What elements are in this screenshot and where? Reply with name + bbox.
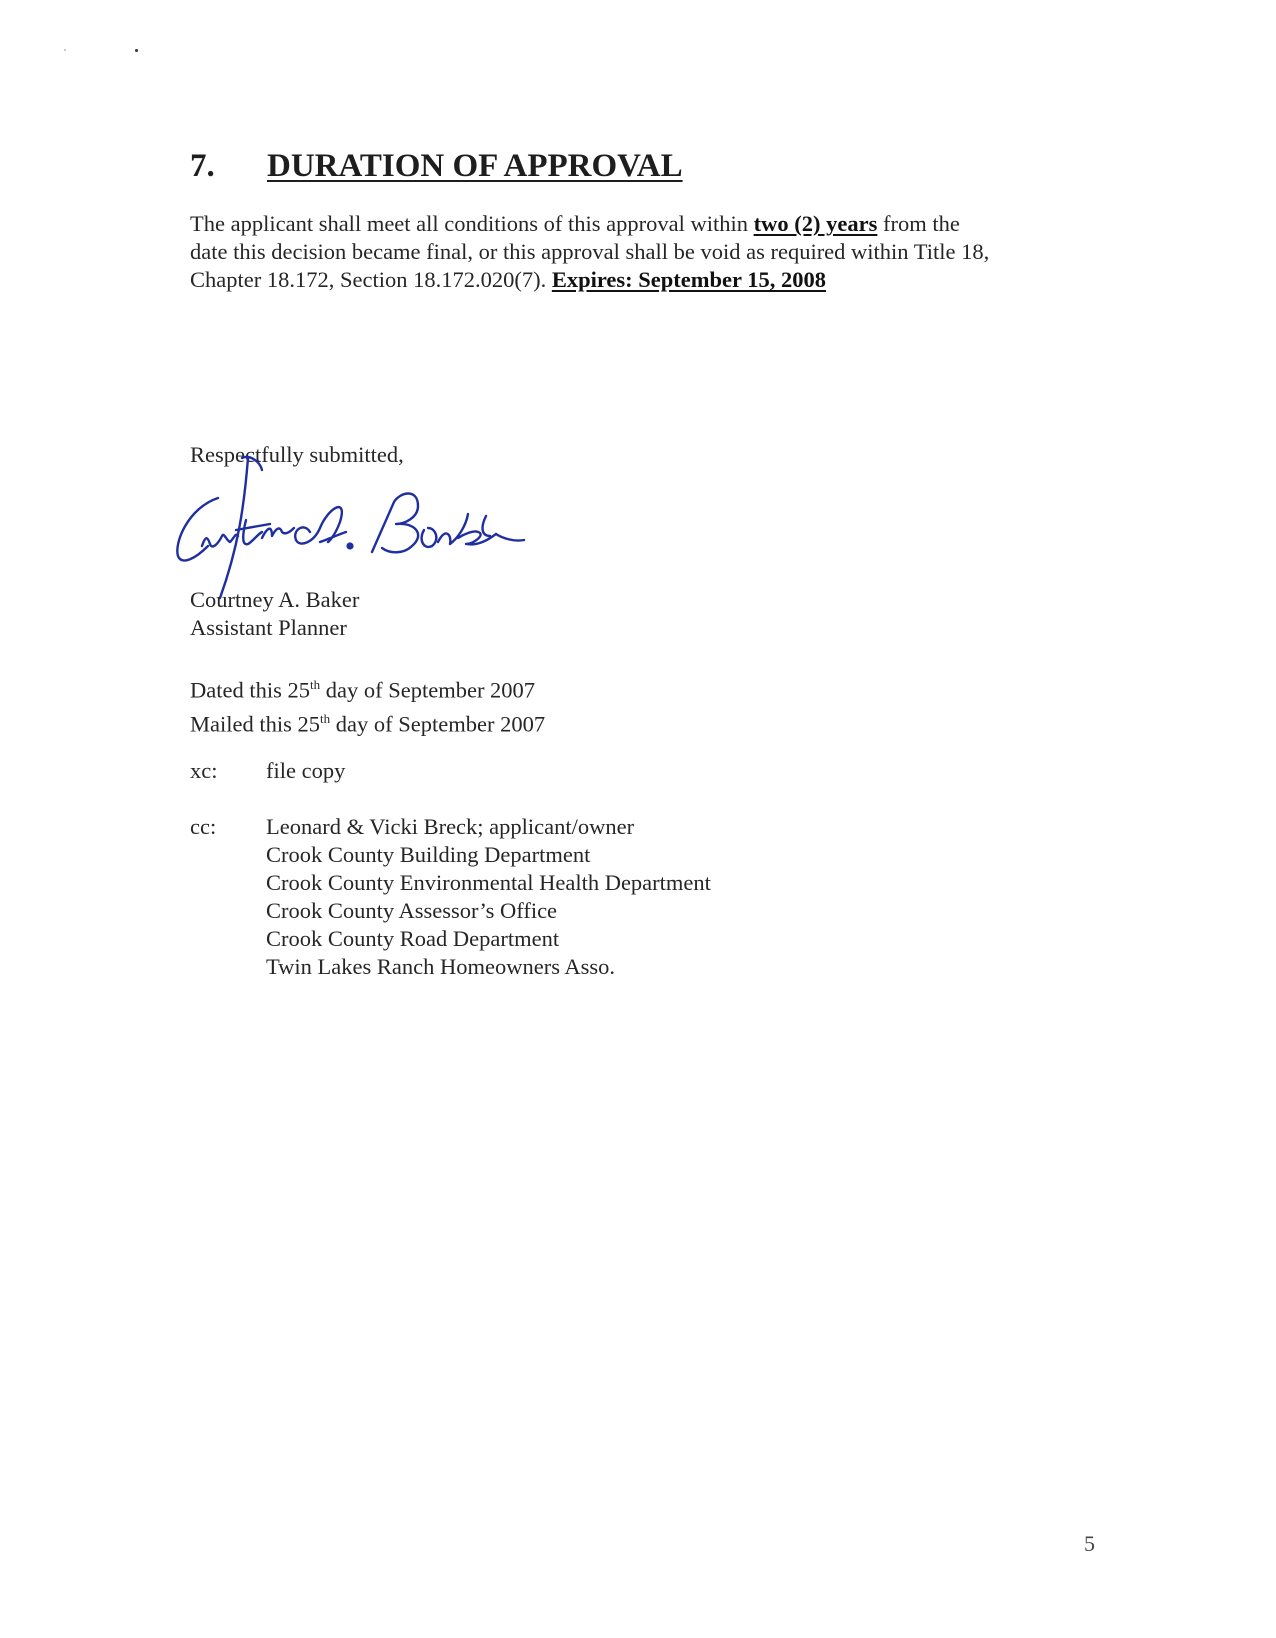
- cc-item: Crook County Environmental Health Department: [266, 870, 711, 895]
- ordinal-suffix: th: [320, 710, 331, 726]
- paragraph-line: [190, 266, 1110, 294]
- signer-title: Assistant Planner: [190, 615, 347, 640]
- approval-paragraph: [190, 210, 1110, 294]
- dated-line: [190, 671, 545, 705]
- paragraph-text: The applicant shall meet all conditions of this approval within: [190, 211, 754, 236]
- paragraph-text: from the: [877, 211, 960, 236]
- cc-list: [266, 813, 711, 981]
- expiration-date: Expires: September 15, 2008: [551, 267, 826, 292]
- mailed-line: [190, 705, 545, 739]
- section-heading: [190, 148, 683, 185]
- paragraph-line: date this decision became final, or this approval shall be void as required within Title 18,: [190, 239, 990, 264]
- cc-label: cc:: [190, 814, 217, 839]
- date-text: day of September 2007: [330, 711, 546, 736]
- paragraph-text: Chapter 18.172, Section 18.172.020(7).: [190, 267, 552, 292]
- cc-item: Leonard & Vicki Breck; applicant/owner: [266, 814, 635, 839]
- dates-block: [190, 671, 545, 738]
- scan-speck: [64, 49, 66, 51]
- cc-item: Crook County Road Department: [266, 926, 560, 951]
- ordinal-suffix: th: [309, 677, 321, 692]
- paragraph-line: [190, 210, 1110, 238]
- signer-name: Courtney A. Baker: [190, 587, 360, 612]
- signer-block: [190, 586, 359, 642]
- handwritten-signature: [168, 448, 528, 608]
- cc-item: Crook County Assessor’s Office: [266, 898, 558, 923]
- closing-salutation: Respectfully submitted,: [190, 442, 404, 467]
- section-number: 7.: [190, 148, 215, 184]
- duration-emphasis: two (2) years: [753, 211, 878, 236]
- date-text: Mailed this 25: [190, 711, 320, 736]
- xc-label: xc:: [190, 758, 218, 783]
- date-text: Dated this 25: [190, 677, 310, 703]
- cc-item: Crook County Building Department: [266, 842, 591, 867]
- page-number: 5: [1084, 1531, 1095, 1556]
- cc-item: Twin Lakes Ranch Homeowners Asso.: [266, 954, 615, 979]
- section-title: DURATION OF APPROVAL: [267, 148, 683, 184]
- xc-item: file copy: [266, 758, 346, 783]
- date-text: day of September 2007: [320, 677, 536, 703]
- xc-list: [266, 757, 345, 785]
- scan-speck: [135, 49, 138, 52]
